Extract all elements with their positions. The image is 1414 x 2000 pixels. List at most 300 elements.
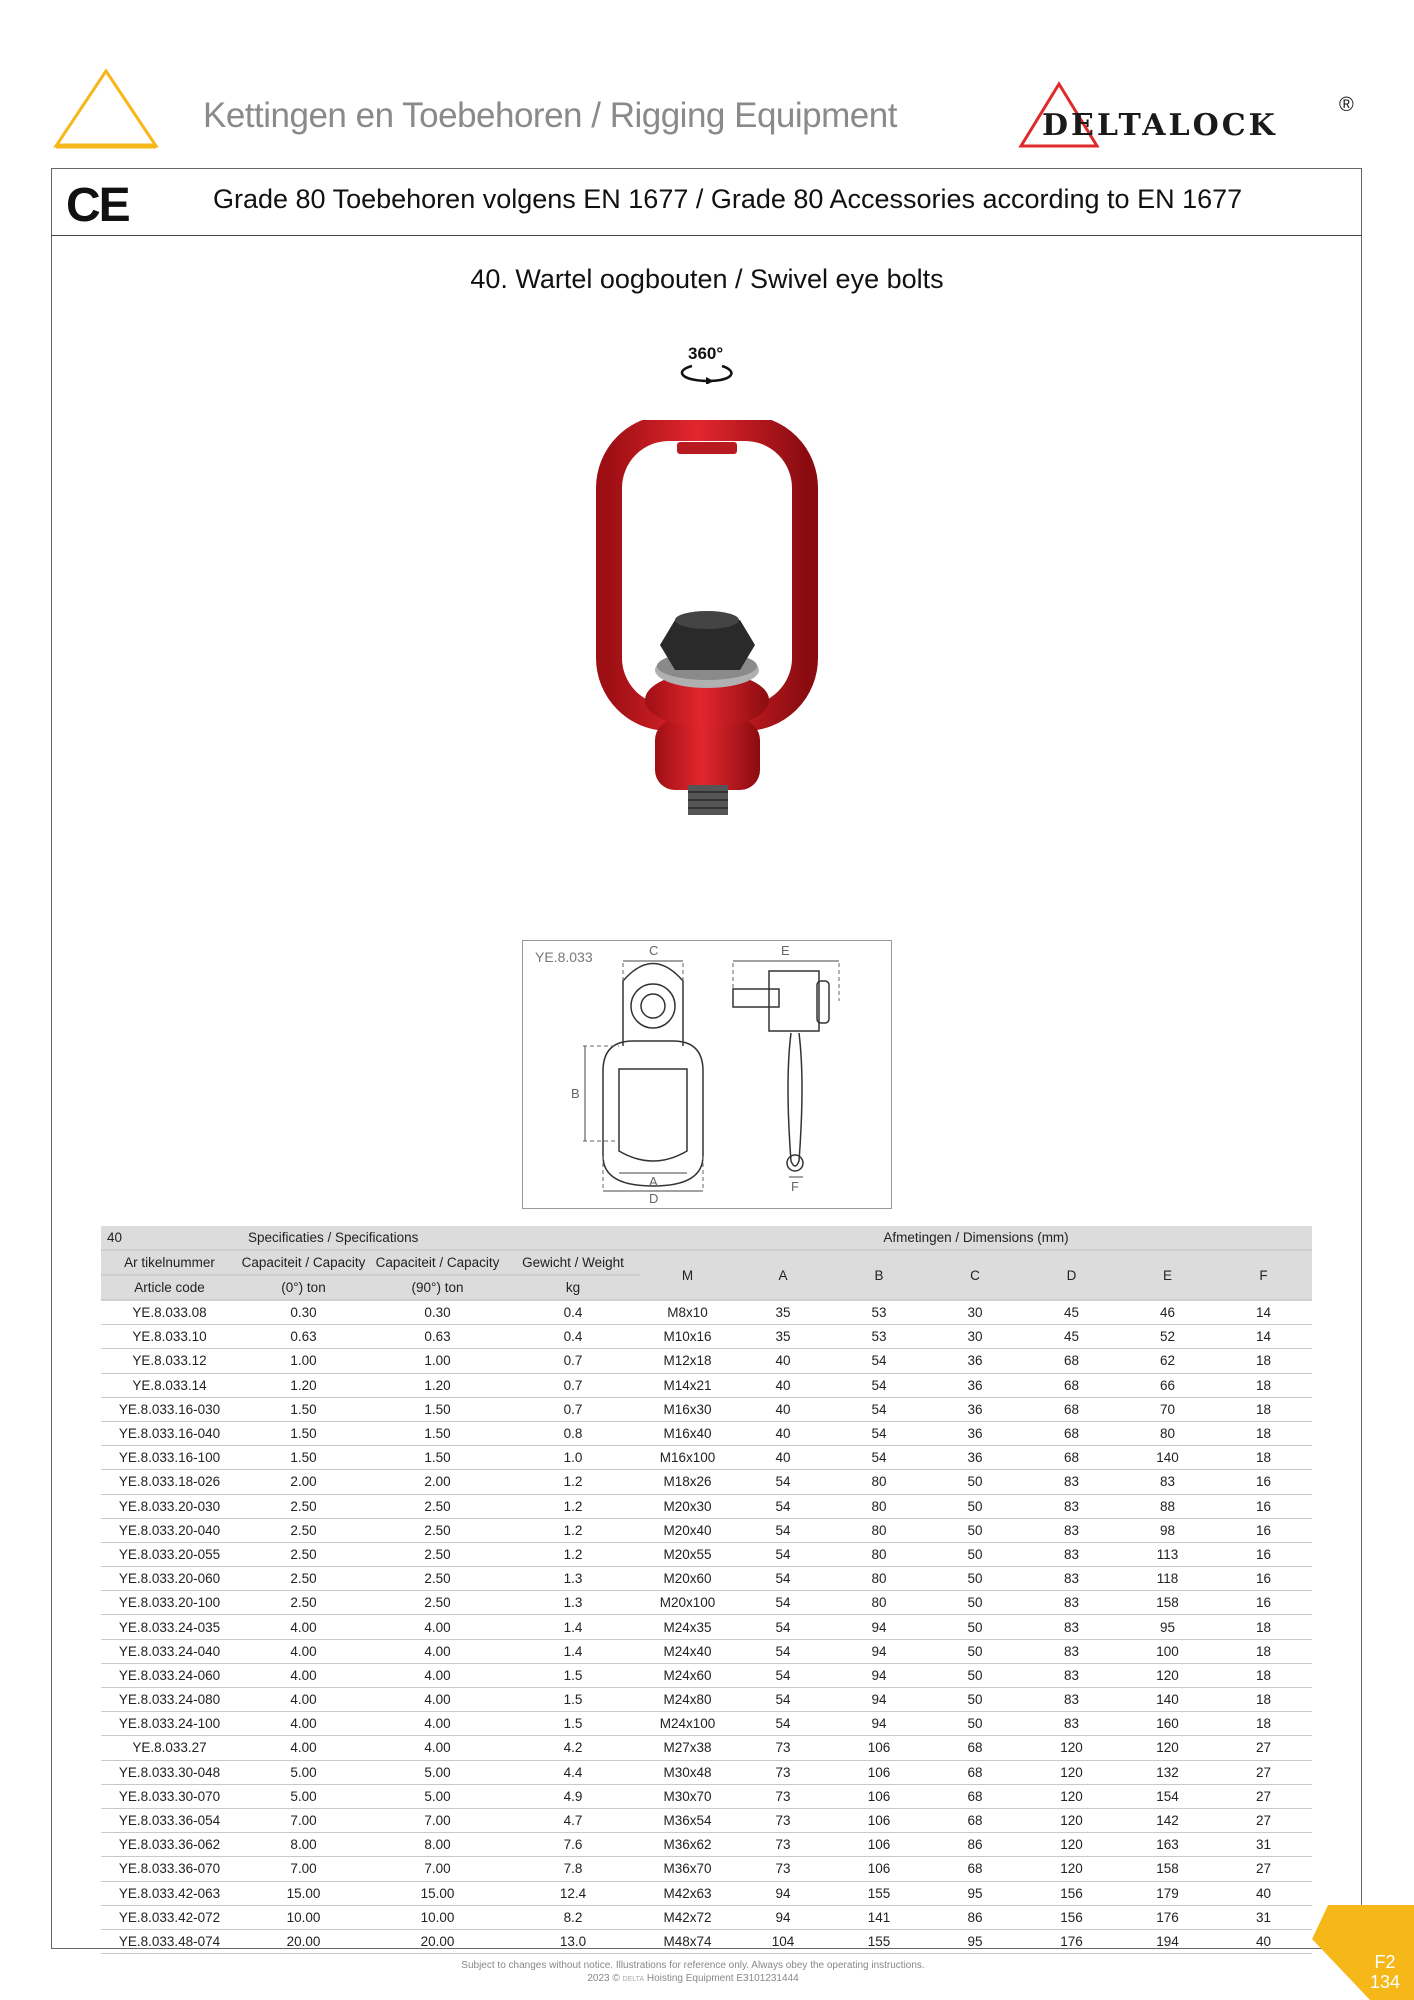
capacity-90-cell: 5.00 <box>369 1760 506 1784</box>
dim-d-cell: 156 <box>1023 1905 1120 1929</box>
thread-m-cell: M12x18 <box>640 1349 735 1373</box>
table-row <box>101 1712 1312 1736</box>
page-number: 134 <box>1369 1972 1401 1992</box>
thread-m-cell: M27x38 <box>640 1736 735 1760</box>
table-row <box>101 1397 1312 1421</box>
dim-a-cell: 54 <box>735 1567 831 1591</box>
table-row <box>101 1470 1312 1494</box>
dim-f-cell: 40 <box>1215 1929 1312 1953</box>
table-row <box>101 1905 1312 1929</box>
dim-a-cell: 54 <box>735 1688 831 1712</box>
col-subheader-weight: kg <box>506 1275 640 1300</box>
thread-m-cell: M42x63 <box>640 1881 735 1905</box>
thread-m-cell: M36x62 <box>640 1833 735 1857</box>
capacity-0-cell: 1.50 <box>238 1421 369 1445</box>
dim-f-cell: 16 <box>1215 1518 1312 1542</box>
article-code-cell: YE.8.033.20-055 <box>101 1542 238 1566</box>
dim-f-cell: 18 <box>1215 1421 1312 1445</box>
dim-e-cell: 158 <box>1120 1857 1215 1881</box>
capacity-0-cell: 1.20 <box>238 1373 369 1397</box>
capacity-90-cell: 2.50 <box>369 1591 506 1615</box>
dim-c-cell: 30 <box>927 1325 1023 1349</box>
dim-label-c: C <box>649 943 659 958</box>
dim-d-cell: 68 <box>1023 1373 1120 1397</box>
table-row <box>101 1784 1312 1808</box>
weight-cell: 1.3 <box>506 1591 640 1615</box>
weight-cell: 0.7 <box>506 1349 640 1373</box>
capacity-90-cell: 0.30 <box>369 1300 506 1325</box>
table-row <box>101 1615 1312 1639</box>
dim-b-cell: 155 <box>831 1881 927 1905</box>
weight-cell: 8.2 <box>506 1905 640 1929</box>
dim-d-cell: 83 <box>1023 1470 1120 1494</box>
table-row <box>101 1808 1312 1832</box>
capacity-90-cell: 1.20 <box>369 1373 506 1397</box>
dim-c-cell: 50 <box>927 1591 1023 1615</box>
col-header-a: A <box>735 1250 831 1300</box>
dim-d-cell: 120 <box>1023 1857 1120 1881</box>
capacity-90-cell: 7.00 <box>369 1808 506 1832</box>
thread-m-cell: M20x40 <box>640 1518 735 1542</box>
capacity-0-cell: 4.00 <box>238 1639 369 1663</box>
dim-c-cell: 50 <box>927 1518 1023 1542</box>
dim-c-cell: 86 <box>927 1833 1023 1857</box>
dim-a-cell: 54 <box>735 1494 831 1518</box>
article-code-cell: YE.8.033.16-040 <box>101 1421 238 1445</box>
thread-m-cell: M14x21 <box>640 1373 735 1397</box>
page-number-tab <box>1360 1952 1410 1992</box>
dim-e-cell: 194 <box>1120 1929 1215 1953</box>
dim-d-cell: 120 <box>1023 1784 1120 1808</box>
capacity-0-cell: 8.00 <box>238 1833 369 1857</box>
dim-c-cell: 50 <box>927 1542 1023 1566</box>
capacity-90-cell: 4.00 <box>369 1688 506 1712</box>
dim-a-cell: 54 <box>735 1639 831 1663</box>
article-code-cell: YE.8.033.42-063 <box>101 1881 238 1905</box>
dim-b-cell: 141 <box>831 1905 927 1929</box>
dim-d-cell: 156 <box>1023 1881 1120 1905</box>
article-code-cell: YE.8.033.16-030 <box>101 1397 238 1421</box>
weight-cell: 4.9 <box>506 1784 640 1808</box>
capacity-0-cell: 0.30 <box>238 1300 369 1325</box>
table-row <box>101 1929 1312 1953</box>
table-row <box>101 1446 1312 1470</box>
group-dims-header: Afmetingen / Dimensions (mm) <box>640 1226 1312 1250</box>
capacity-90-cell: 2.50 <box>369 1518 506 1542</box>
col-header-article: Ar tikelnummer <box>101 1250 238 1275</box>
dim-d-cell: 83 <box>1023 1542 1120 1566</box>
weight-cell: 1.4 <box>506 1615 640 1639</box>
capacity-90-cell: 1.50 <box>369 1421 506 1445</box>
col-header-b: B <box>831 1250 927 1300</box>
dim-d-cell: 83 <box>1023 1615 1120 1639</box>
thread-m-cell: M10x16 <box>640 1325 735 1349</box>
capacity-0-cell: 5.00 <box>238 1784 369 1808</box>
weight-cell: 1.2 <box>506 1494 640 1518</box>
dim-a-cell: 73 <box>735 1808 831 1832</box>
dim-d-cell: 83 <box>1023 1494 1120 1518</box>
thread-m-cell: M24x80 <box>640 1688 735 1712</box>
dim-label-d: D <box>649 1191 659 1206</box>
dim-a-cell: 40 <box>735 1421 831 1445</box>
thread-m-cell: M18x26 <box>640 1470 735 1494</box>
dim-c-cell: 50 <box>927 1639 1023 1663</box>
col-header-d: D <box>1023 1250 1120 1300</box>
dim-label-e: E <box>781 943 790 958</box>
article-code-cell: YE.8.033.20-060 <box>101 1567 238 1591</box>
dim-label-a: A <box>649 1174 658 1189</box>
dim-b-cell: 80 <box>831 1591 927 1615</box>
dim-e-cell: 66 <box>1120 1373 1215 1397</box>
dim-f-cell: 14 <box>1215 1325 1312 1349</box>
dim-a-cell: 54 <box>735 1663 831 1687</box>
dim-f-cell: 27 <box>1215 1760 1312 1784</box>
technical-drawing <box>522 940 892 1209</box>
copyright-logo: DELTA <box>622 1976 645 1983</box>
col-header-cap90: Capaciteit / Capacity <box>369 1250 506 1275</box>
dim-a-cell: 35 <box>735 1325 831 1349</box>
capacity-0-cell: 1.50 <box>238 1397 369 1421</box>
capacity-90-cell: 4.00 <box>369 1639 506 1663</box>
dim-e-cell: 140 <box>1120 1688 1215 1712</box>
dim-e-cell: 95 <box>1120 1615 1215 1639</box>
dim-e-cell: 80 <box>1120 1421 1215 1445</box>
article-code-cell: YE.8.033.16-100 <box>101 1446 238 1470</box>
col-subheader-cap0: (0°) ton <box>238 1275 369 1300</box>
col-header-f: F <box>1215 1250 1312 1300</box>
col-header-m: M <box>640 1250 735 1300</box>
dim-b-cell: 53 <box>831 1325 927 1349</box>
dim-d-cell: 45 <box>1023 1300 1120 1325</box>
article-code-cell: YE.8.033.18-026 <box>101 1470 238 1494</box>
weight-cell: 1.5 <box>506 1663 640 1687</box>
capacity-0-cell: 20.00 <box>238 1929 369 1953</box>
weight-cell: 1.0 <box>506 1446 640 1470</box>
article-code-cell: YE.8.033.20-040 <box>101 1518 238 1542</box>
dim-e-cell: 140 <box>1120 1446 1215 1470</box>
dim-f-cell: 18 <box>1215 1615 1312 1639</box>
dim-f-cell: 18 <box>1215 1373 1312 1397</box>
capacity-0-cell: 4.00 <box>238 1663 369 1687</box>
capacity-0-cell: 4.00 <box>238 1688 369 1712</box>
dim-b-cell: 80 <box>831 1567 927 1591</box>
dim-f-cell: 18 <box>1215 1663 1312 1687</box>
dim-b-cell: 94 <box>831 1639 927 1663</box>
col-header-c: C <box>927 1250 1023 1300</box>
article-code-cell: YE.8.033.24-040 <box>101 1639 238 1663</box>
dim-e-cell: 46 <box>1120 1300 1215 1325</box>
dim-f-cell: 18 <box>1215 1397 1312 1421</box>
specifications-table <box>101 1226 1312 1954</box>
weight-cell: 1.5 <box>506 1712 640 1736</box>
article-code-cell: YE.8.033.36-054 <box>101 1808 238 1832</box>
dim-c-cell: 50 <box>927 1567 1023 1591</box>
thread-m-cell: M8x10 <box>640 1300 735 1325</box>
thread-m-cell: M20x100 <box>640 1591 735 1615</box>
thread-m-cell: M30x48 <box>640 1760 735 1784</box>
dim-b-cell: 54 <box>831 1446 927 1470</box>
dim-a-cell: 104 <box>735 1929 831 1953</box>
dim-f-cell: 27 <box>1215 1857 1312 1881</box>
article-code-cell: YE.8.033.36-070 <box>101 1857 238 1881</box>
dim-f-cell: 31 <box>1215 1833 1312 1857</box>
capacity-0-cell: 10.00 <box>238 1905 369 1929</box>
dim-d-cell: 120 <box>1023 1760 1120 1784</box>
weight-cell: 4.7 <box>506 1808 640 1832</box>
dim-b-cell: 106 <box>831 1857 927 1881</box>
dim-e-cell: 176 <box>1120 1905 1215 1929</box>
capacity-90-cell: 1.00 <box>369 1349 506 1373</box>
dim-c-cell: 30 <box>927 1300 1023 1325</box>
dim-e-cell: 62 <box>1120 1349 1215 1373</box>
dim-b-cell: 94 <box>831 1615 927 1639</box>
weight-cell: 0.7 <box>506 1397 640 1421</box>
dim-c-cell: 36 <box>927 1446 1023 1470</box>
dim-a-cell: 94 <box>735 1881 831 1905</box>
dim-f-cell: 16 <box>1215 1494 1312 1518</box>
dim-e-cell: 158 <box>1120 1591 1215 1615</box>
weight-cell: 13.0 <box>506 1929 640 1953</box>
article-code-cell: YE.8.033.42-072 <box>101 1905 238 1929</box>
yellow-triangle-logo <box>52 68 160 150</box>
dim-c-cell: 86 <box>927 1905 1023 1929</box>
table-row <box>101 1591 1312 1615</box>
dim-c-cell: 50 <box>927 1712 1023 1736</box>
dim-c-cell: 36 <box>927 1349 1023 1373</box>
dim-a-cell: 54 <box>735 1518 831 1542</box>
brand-name: DELTALOCK <box>1042 108 1278 143</box>
capacity-90-cell: 4.00 <box>369 1663 506 1687</box>
dim-b-cell: 54 <box>831 1349 927 1373</box>
dim-a-cell: 35 <box>735 1300 831 1325</box>
dim-f-cell: 18 <box>1215 1349 1312 1373</box>
article-code-cell: YE.8.033.20-100 <box>101 1591 238 1615</box>
thread-m-cell: M24x100 <box>640 1712 735 1736</box>
table-row <box>101 1518 1312 1542</box>
capacity-90-cell: 1.50 <box>369 1397 506 1421</box>
dim-e-cell: 88 <box>1120 1494 1215 1518</box>
dim-b-cell: 94 <box>831 1712 927 1736</box>
table-row <box>101 1373 1312 1397</box>
dim-e-cell: 120 <box>1120 1736 1215 1760</box>
capacity-90-cell: 4.00 <box>369 1736 506 1760</box>
dim-b-cell: 54 <box>831 1373 927 1397</box>
dim-d-cell: 83 <box>1023 1688 1120 1712</box>
dim-b-cell: 106 <box>831 1808 927 1832</box>
dim-d-cell: 83 <box>1023 1712 1120 1736</box>
dim-d-cell: 68 <box>1023 1349 1120 1373</box>
capacity-0-cell: 2.50 <box>238 1542 369 1566</box>
table-row <box>101 1542 1312 1566</box>
dim-e-cell: 118 <box>1120 1567 1215 1591</box>
weight-cell: 1.5 <box>506 1688 640 1712</box>
dim-c-cell: 36 <box>927 1373 1023 1397</box>
capacity-0-cell: 4.00 <box>238 1712 369 1736</box>
capacity-90-cell: 4.00 <box>369 1615 506 1639</box>
article-code-cell: YE.8.033.10 <box>101 1325 238 1349</box>
article-code-cell: YE.8.033.24-100 <box>101 1712 238 1736</box>
dim-b-cell: 80 <box>831 1470 927 1494</box>
article-code-cell: YE.8.033.20-030 <box>101 1494 238 1518</box>
dim-f-cell: 16 <box>1215 1591 1312 1615</box>
capacity-0-cell: 4.00 <box>238 1736 369 1760</box>
drawing-code: YE.8.033 <box>535 949 593 965</box>
dim-a-cell: 94 <box>735 1905 831 1929</box>
col-subheader-article: Article code <box>101 1275 238 1300</box>
capacity-90-cell: 20.00 <box>369 1929 506 1953</box>
dim-c-cell: 68 <box>927 1808 1023 1832</box>
dim-a-cell: 54 <box>735 1591 831 1615</box>
dim-c-cell: 50 <box>927 1494 1023 1518</box>
thread-m-cell: M20x60 <box>640 1567 735 1591</box>
dim-c-cell: 95 <box>927 1881 1023 1905</box>
capacity-0-cell: 5.00 <box>238 1760 369 1784</box>
dim-d-cell: 45 <box>1023 1325 1120 1349</box>
weight-cell: 4.4 <box>506 1760 640 1784</box>
capacity-0-cell: 2.00 <box>238 1470 369 1494</box>
dim-d-cell: 120 <box>1023 1833 1120 1857</box>
capacity-90-cell: 15.00 <box>369 1881 506 1905</box>
table-row <box>101 1567 1312 1591</box>
capacity-0-cell: 7.00 <box>238 1808 369 1832</box>
dim-e-cell: 100 <box>1120 1639 1215 1663</box>
dim-f-cell: 18 <box>1215 1712 1312 1736</box>
dim-e-cell: 98 <box>1120 1518 1215 1542</box>
thread-m-cell: M24x35 <box>640 1615 735 1639</box>
capacity-0-cell: 15.00 <box>238 1881 369 1905</box>
dim-e-cell: 52 <box>1120 1325 1215 1349</box>
dim-b-cell: 106 <box>831 1833 927 1857</box>
group-number: 40 <box>101 1226 238 1250</box>
dim-e-cell: 113 <box>1120 1542 1215 1566</box>
capacity-0-cell: 0.63 <box>238 1325 369 1349</box>
table-row <box>101 1736 1312 1760</box>
weight-cell: 7.8 <box>506 1857 640 1881</box>
table-row <box>101 1688 1312 1712</box>
article-code-cell: YE.8.033.27 <box>101 1736 238 1760</box>
dim-f-cell: 18 <box>1215 1446 1312 1470</box>
dim-a-cell: 40 <box>735 1446 831 1470</box>
thread-m-cell: M36x54 <box>640 1808 735 1832</box>
article-code-cell: YE.8.033.48-074 <box>101 1929 238 1953</box>
dim-c-cell: 68 <box>927 1760 1023 1784</box>
page-section: F2 <box>1374 1952 1396 1972</box>
thread-m-cell: M36x70 <box>640 1857 735 1881</box>
copyright-prefix: 2023 © <box>587 1973 620 1984</box>
dim-f-cell: 27 <box>1215 1784 1312 1808</box>
dim-d-cell: 176 <box>1023 1929 1120 1953</box>
dim-d-cell: 68 <box>1023 1421 1120 1445</box>
table-row <box>101 1325 1312 1349</box>
weight-cell: 7.6 <box>506 1833 640 1857</box>
weight-cell: 1.2 <box>506 1518 640 1542</box>
dim-b-cell: 155 <box>831 1929 927 1953</box>
weight-cell: 0.4 <box>506 1300 640 1325</box>
weight-cell: 0.7 <box>506 1373 640 1397</box>
dim-e-cell: 179 <box>1120 1881 1215 1905</box>
thread-m-cell: M16x100 <box>640 1446 735 1470</box>
dim-e-cell: 132 <box>1120 1760 1215 1784</box>
dim-a-cell: 40 <box>735 1397 831 1421</box>
table-row <box>101 1857 1312 1881</box>
capacity-90-cell: 7.00 <box>369 1857 506 1881</box>
table-body <box>101 1300 1312 1954</box>
col-header-cap0: Capaciteit / Capacity <box>238 1250 369 1275</box>
article-code-cell: YE.8.033.12 <box>101 1349 238 1373</box>
capacity-0-cell: 2.50 <box>238 1494 369 1518</box>
dim-d-cell: 83 <box>1023 1663 1120 1687</box>
dim-b-cell: 53 <box>831 1300 927 1325</box>
table-row <box>101 1421 1312 1445</box>
dim-c-cell: 50 <box>927 1663 1023 1687</box>
dim-d-cell: 120 <box>1023 1808 1120 1832</box>
table-row <box>101 1349 1312 1373</box>
col-header-weight: Gewicht / Weight <box>506 1250 640 1275</box>
capacity-0-cell: 7.00 <box>238 1857 369 1881</box>
dim-d-cell: 83 <box>1023 1639 1120 1663</box>
capacity-90-cell: 1.50 <box>369 1446 506 1470</box>
weight-cell: 4.2 <box>506 1736 640 1760</box>
deltalock-logo <box>1017 80 1367 150</box>
dim-f-cell: 18 <box>1215 1688 1312 1712</box>
article-code-cell: YE.8.033.30-070 <box>101 1784 238 1808</box>
article-code-cell: YE.8.033.30-048 <box>101 1760 238 1784</box>
dim-b-cell: 106 <box>831 1736 927 1760</box>
dim-a-cell: 73 <box>735 1760 831 1784</box>
dim-f-cell: 16 <box>1215 1542 1312 1566</box>
article-code-cell: YE.8.033.24-080 <box>101 1688 238 1712</box>
weight-cell: 1.2 <box>506 1542 640 1566</box>
capacity-90-cell: 5.00 <box>369 1784 506 1808</box>
dim-a-cell: 73 <box>735 1833 831 1857</box>
dim-f-cell: 16 <box>1215 1567 1312 1591</box>
dim-a-cell: 54 <box>735 1615 831 1639</box>
table-group-header <box>101 1226 1312 1250</box>
thread-m-cell: M30x70 <box>640 1784 735 1808</box>
dim-b-cell: 80 <box>831 1542 927 1566</box>
article-code-cell: YE.8.033.08 <box>101 1300 238 1325</box>
dim-f-cell: 14 <box>1215 1300 1312 1325</box>
dim-b-cell: 80 <box>831 1518 927 1542</box>
capacity-90-cell: 8.00 <box>369 1833 506 1857</box>
rotation-360-icon <box>672 344 742 384</box>
capacity-90-cell: 2.50 <box>369 1494 506 1518</box>
capacity-0-cell: 4.00 <box>238 1615 369 1639</box>
dim-f-cell: 31 <box>1215 1905 1312 1929</box>
dimension-drawing-icon <box>523 941 891 1208</box>
article-code-cell: YE.8.033.36-062 <box>101 1833 238 1857</box>
dim-e-cell: 142 <box>1120 1808 1215 1832</box>
table-row <box>101 1494 1312 1518</box>
thread-m-cell: M20x30 <box>640 1494 735 1518</box>
dim-e-cell: 70 <box>1120 1397 1215 1421</box>
thread-m-cell: M42x72 <box>640 1905 735 1929</box>
weight-cell: 1.4 <box>506 1639 640 1663</box>
thread-m-cell: M24x60 <box>640 1663 735 1687</box>
table-row <box>101 1881 1312 1905</box>
dim-a-cell: 40 <box>735 1373 831 1397</box>
dim-e-cell: 154 <box>1120 1784 1215 1808</box>
dim-b-cell: 106 <box>831 1760 927 1784</box>
dim-c-cell: 36 <box>927 1397 1023 1421</box>
dim-d-cell: 83 <box>1023 1591 1120 1615</box>
dim-d-cell: 83 <box>1023 1567 1120 1591</box>
capacity-0-cell: 1.00 <box>238 1349 369 1373</box>
dim-e-cell: 163 <box>1120 1833 1215 1857</box>
dim-c-cell: 68 <box>927 1784 1023 1808</box>
dim-a-cell: 73 <box>735 1784 831 1808</box>
dim-d-cell: 120 <box>1023 1736 1120 1760</box>
